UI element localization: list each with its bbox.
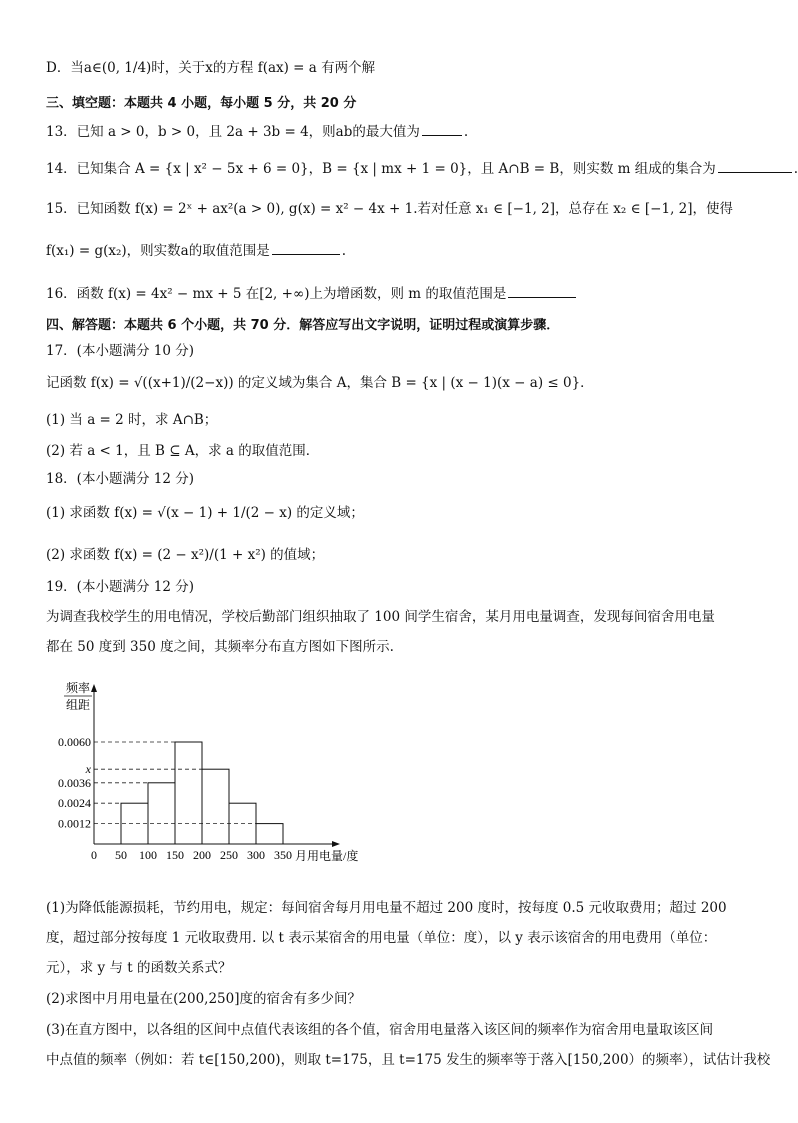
x-tick-label: 200 — [193, 848, 211, 862]
x-tick-label: 150 — [166, 848, 184, 862]
question-15-cont-row: f(x₁) = g(x₂)，则实数a的取值范围是 . — [46, 240, 346, 261]
histogram-bar — [148, 783, 175, 844]
y-tick-label: 0.0012 — [58, 816, 91, 831]
question-14-row: 14．已知集合 A = {x | x² − 5x + 6 = 0}，B = {x | mx + 1 = 0}，且 A∩B = B，则实数 m 组成的集合为 . — [46, 158, 798, 179]
question-15-cont: f(x₁) = g(x₂)，则实数a的取值范围是 — [46, 243, 270, 259]
answer-blank — [272, 240, 340, 255]
y-tick-label: 0.0024 — [58, 796, 91, 811]
answer-blank — [508, 283, 576, 298]
question-19-part-1a: (1)为降低能源损耗，节约用电，规定：每间宿舍每月用电量不超过 200 度时，按每度 0.5 元收取费用；超过 200 — [46, 900, 727, 916]
question-19-part-3a: (3)在直方图中，以各组的区间中点值代表该组的各个值，宿舍用电量落入该区间的频率作为宿舍用电量取该区间 — [46, 1022, 714, 1038]
question-17-title: 17．(本小题满分 10 分) — [46, 343, 194, 359]
y-axis-label-top: 频率 — [65, 681, 91, 695]
y-tick-label: 0.0036 — [58, 775, 91, 790]
question-18-part-2: (2) 求函数 f(x) = (2 − x²)/(1 + x²) 的值域； — [46, 547, 325, 563]
x-axis-label: 月用电量/度 — [295, 849, 359, 863]
question-16-row — [46, 283, 578, 304]
x-axis-arrow — [332, 841, 340, 847]
question-13: 13．已知 a > 0，b > 0，且 2a + 3b = 4，则ab的最大值为 — [46, 124, 420, 140]
question-17-text: 记函数 f(x) = √((x+1)/(2−x)) 的定义域为集合 A，集合 B = {x | (x − 1)(x − a) ≤ 0}． — [46, 375, 594, 391]
y-axis-arrow — [91, 684, 97, 692]
question-19-intro-2: 都在 50 度到 350 度之间，其频率分布直方图如下图所示. — [46, 639, 394, 655]
section-3-heading: 三、填空题：本题共 4 小题，每小题 5 分，共 20 分 — [46, 96, 357, 111]
y-tick-label: x — [85, 762, 91, 777]
histogram-bar — [202, 769, 229, 844]
option-d: D．当a∈(0, 1/4)时，关于x的方程 f(ax) = a 有两个解 — [46, 60, 376, 76]
section-4-heading: 四、解答题：本题共 6 个小题，共 70 分．解答应写出文字说明，证明过程或演算步骤． — [46, 318, 560, 333]
question-17-part-2: (2) 若 a < 1，且 B ⊆ A，求 a 的取值范围． — [46, 443, 320, 459]
x-tick-label: 100 — [139, 848, 157, 862]
question-19-part-3b: 中点值的频率（例如：若 t∈[150,200)，则取 t=175，且 t=175 发生的频率等于落入[150,200）的频率），试估计我校 — [46, 1052, 771, 1068]
y-axis-label-bottom: 组距 — [65, 698, 91, 712]
question-19-part-2: (2)求图中月用电量在(200,250]度的宿舍有多少间？ — [46, 991, 361, 1007]
x-tick-label: 50 — [115, 848, 127, 862]
question-19-intro-1: 为调查我校学生的用电情况，学校后勤部门组织抽取了 100 间学生宿舍，某月用电量调查，发现每间宿舍用电量 — [46, 609, 715, 625]
origin-label: 0 — [91, 848, 97, 862]
x-tick-label: 250 — [220, 848, 238, 862]
question-15: 15．已知函数 f(x) = 2ˣ + ax²(a > 0), g(x) = x² − 4x + 1.若对任意 x₁ ∈ [−1, 2]，总存在 x₂ ∈ [−1, 2]，使得 — [46, 201, 734, 217]
frequency-histogram — [54, 678, 384, 868]
question-18-title: 18．(本小题满分 12 分) — [46, 471, 194, 487]
question-19-part-1c: 元），求 y 与 t 的函数关系式？ — [46, 960, 232, 976]
question-16: 16．函数 f(x) = 4x² − mx + 5 在[2, +∞)上为增函数，则 m 的取值范围是 — [46, 286, 507, 302]
answer-blank — [422, 121, 462, 136]
histogram-bar — [175, 742, 202, 844]
question-14: 14．已知集合 A = {x | x² − 5x + 6 = 0}，B = {x | mx + 1 = 0}，且 A∩B = B，则实数 m 组成的集合为 — [46, 161, 716, 177]
x-tick-label: 350 — [274, 848, 292, 862]
answer-blank — [718, 158, 792, 173]
x-tick-label: 300 — [247, 848, 265, 862]
question-18-part-1: (1) 求函数 f(x) = √(x − 1) + 1/(2 − x) 的定义域； — [46, 505, 364, 521]
question-17-part-1: (1) 当 a = 2 时，求 A∩B； — [46, 412, 218, 428]
question-13-row: 13．已知 a > 0，b > 0，且 2a + 3b = 4，则ab的最大值为 . — [46, 121, 468, 142]
histogram-bar — [256, 824, 283, 844]
question-19-part-1b: 度，超过部分按每度 1 元收取费用. 以 t 表示某宿舍的用电量（单位：度），以 y 表示该宿舍的用电费用（单位： — [46, 930, 717, 946]
question-19-title: 19．(本小题满分 12 分) — [46, 579, 194, 595]
y-tick-label: 0.0060 — [58, 735, 91, 749]
